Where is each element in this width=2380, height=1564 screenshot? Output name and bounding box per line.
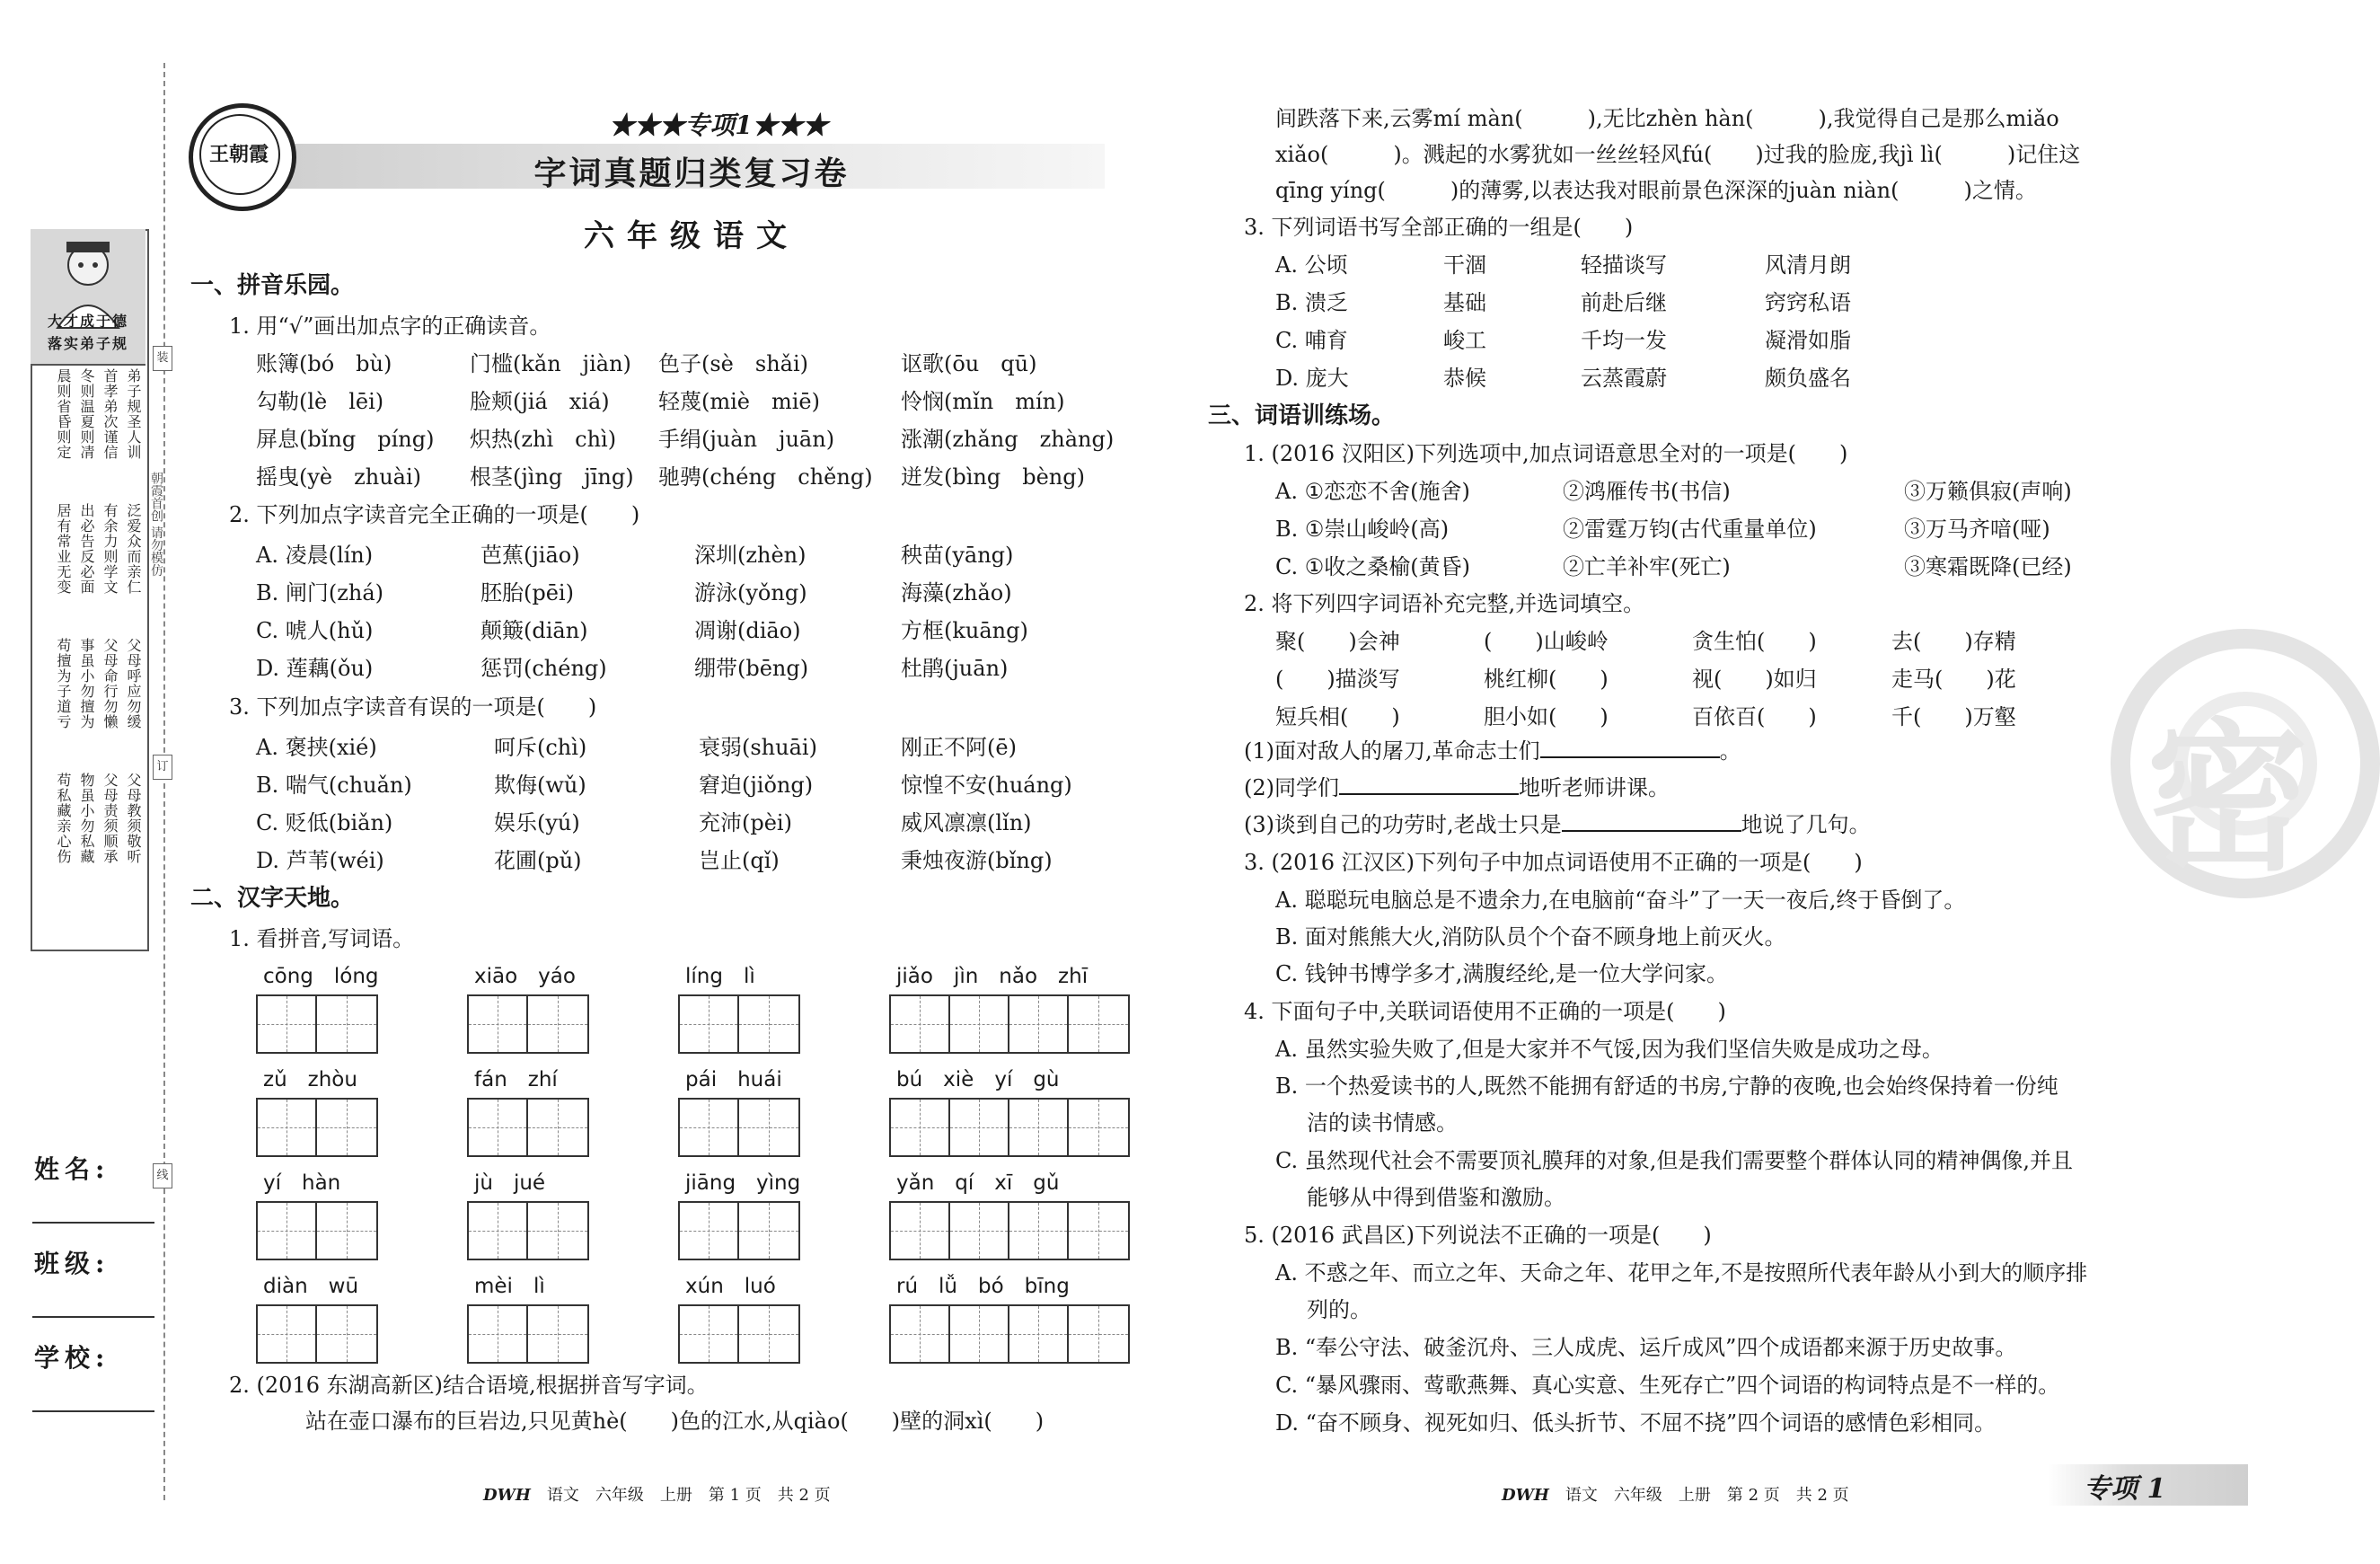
s3-q4-option: A. 虽然实验失败了,但是大家并不气馁,因为我们坚信失败是成功之母。 bbox=[1275, 1037, 1944, 1062]
reading-option: 秧苗(yāng) bbox=[901, 543, 1014, 568]
tianzige-box-group[interactable] bbox=[256, 994, 378, 1054]
fill-2 bbox=[1244, 773, 1670, 801]
s3-q3-text: 3. (2016 江汉区)下列句子中加点词语使用不正确的一项是( ) bbox=[1244, 850, 1863, 875]
idiom-blank-item: 聚( )会神 bbox=[1275, 629, 1400, 654]
fill-2-blank[interactable] bbox=[1339, 773, 1519, 795]
motto-col: 父母命行勿懒 bbox=[101, 638, 119, 729]
tianzige-cell[interactable] bbox=[317, 1203, 376, 1259]
idiom-blank-item: 短兵相( ) bbox=[1275, 704, 1400, 729]
tianzige-box-group[interactable] bbox=[678, 994, 800, 1054]
section-2-heading: 二、汉字天地。 bbox=[190, 885, 355, 912]
bind-tag: 订 bbox=[153, 755, 172, 780]
pinyin-choice-item: 勾勒(lè lēi) bbox=[256, 389, 384, 414]
s1-q1-text: 1. 用“√”画出加点字的正确读音。 bbox=[229, 314, 551, 339]
tianzige-box-group[interactable] bbox=[889, 994, 1130, 1054]
tianzige-box-group[interactable] bbox=[256, 1304, 378, 1364]
pinyin-choice-item: 怜悯(mǐn mín) bbox=[901, 389, 1065, 414]
meaning-option: ③万马齐喑(哑) bbox=[1904, 517, 2050, 542]
reading-option: 衰弱(shuāi) bbox=[699, 735, 817, 760]
school-label: 学校: bbox=[34, 1343, 110, 1373]
pinyin-prompt: xiāo yáo bbox=[474, 965, 576, 988]
pinyin-choice-item: 讴歌(ōu qū) bbox=[901, 351, 1037, 376]
reading-option: 深圳(zhèn) bbox=[694, 543, 807, 568]
idiom-blank-item: 走马( )花 bbox=[1891, 667, 2016, 692]
reading-option: 绷带(bēng) bbox=[694, 656, 809, 681]
tianzige-cell[interactable] bbox=[950, 1306, 1009, 1362]
footer-right-brand: DWH bbox=[1502, 1486, 1549, 1505]
reading-option: A. 凌晨(lín) bbox=[256, 543, 374, 568]
pinyin-choice-item: 炽热(zhì chì) bbox=[470, 427, 617, 452]
idiom-blank-item: ( )描淡写 bbox=[1275, 667, 1400, 692]
tianzige-cell[interactable] bbox=[680, 1203, 739, 1259]
fill-2-prefix: (2)同学们 bbox=[1244, 775, 1339, 800]
s1-q2-text: 2. 下列加点字读音完全正确的一项是( ) bbox=[229, 502, 640, 527]
s3-q5-option: A. 不惑之年、而立之年、天命之年、花甲之年,不是按照所代表年龄从小到大的顺序排 bbox=[1275, 1260, 2088, 1286]
meaning-option: ③万籁俱寂(声响) bbox=[1904, 479, 2072, 504]
tianzige-cell[interactable] bbox=[258, 1306, 317, 1362]
tianzige-cell[interactable] bbox=[528, 1306, 587, 1362]
pinyin-choice-item: 脸颊(jiá xiá) bbox=[470, 389, 610, 414]
reading-option: 杜鹃(juān) bbox=[901, 656, 1009, 681]
s3-q4-option: C. 虽然现代社会不需要顶礼膜拜的对象,但是我们需要整个群体认同的精神偶像,并且 bbox=[1275, 1148, 2074, 1173]
pinyin-choice-item: 账簿(bó bù) bbox=[256, 351, 392, 376]
fill-2-suffix: 地听老师讲课。 bbox=[1519, 775, 1670, 800]
reading-option: 呵斥(chì) bbox=[494, 735, 587, 760]
idiom-blank-item: 千( )万壑 bbox=[1891, 704, 2016, 729]
spelling-option: 轻描谈写 bbox=[1581, 252, 1667, 278]
tianzige-cell[interactable] bbox=[680, 1306, 739, 1362]
fill-3 bbox=[1244, 810, 1871, 838]
pinyin-prompt: bú xiè yí gù bbox=[896, 1068, 1060, 1091]
footer-right-text: 语文 六年级 上册 第 2 页 共 2 页 bbox=[1565, 1486, 1849, 1505]
footer-left bbox=[483, 1482, 831, 1506]
tianzige-box-group[interactable] bbox=[889, 1201, 1130, 1260]
spelling-option: 干涸 bbox=[1443, 252, 1486, 278]
idiom-blank-item: 去( )存精 bbox=[1891, 629, 2016, 654]
reading-option: 充沛(pèi) bbox=[699, 810, 792, 835]
motto-col: 事虽小勿擅为 bbox=[78, 638, 95, 729]
tianzige-cell[interactable] bbox=[1069, 1306, 1128, 1362]
tianzige-box-group[interactable] bbox=[678, 1098, 800, 1157]
tianzige-cell[interactable] bbox=[950, 1100, 1009, 1155]
tianzige-cell[interactable] bbox=[258, 1100, 317, 1155]
tianzige-box-group[interactable] bbox=[889, 1098, 1130, 1157]
tianzige-cell[interactable] bbox=[258, 996, 317, 1052]
s2-q2-line2: 间跌落下来,云雾mí màn( ),无比zhèn hàn( ),我觉得自己是那么miǎo bbox=[1275, 106, 2059, 131]
tianzige-cell[interactable] bbox=[680, 1100, 739, 1155]
tianzige-cell[interactable] bbox=[891, 1306, 950, 1362]
tianzige-box-group[interactable] bbox=[256, 1201, 378, 1260]
tianzige-cell[interactable] bbox=[528, 1203, 587, 1259]
pinyin-choice-item: 迸发(bìng bèng) bbox=[901, 464, 1085, 490]
name-label: 姓名: bbox=[34, 1154, 110, 1184]
reading-option: 娱乐(yú) bbox=[494, 810, 580, 835]
tianzige-box-group[interactable] bbox=[467, 1304, 589, 1364]
s2-q1-text: 1. 看拼音,写词语。 bbox=[229, 926, 415, 951]
class-label: 班级: bbox=[34, 1249, 110, 1278]
tianzige-cell[interactable] bbox=[469, 996, 528, 1052]
tianzige-box-group[interactable] bbox=[467, 994, 589, 1054]
meaning-option: ②亡羊补牢(死亡) bbox=[1563, 554, 1731, 579]
reading-option: 芭蕉(jiāo) bbox=[480, 543, 580, 568]
reading-option: 颠簸(diān) bbox=[480, 618, 588, 643]
class-field[interactable] bbox=[32, 1316, 154, 1318]
pinyin-choice-item: 根茎(jìng jīng) bbox=[470, 464, 634, 490]
pinyin-prompt: jiāng yìng bbox=[685, 1171, 801, 1195]
s3-q5-option: D. “奋不顾身、视死如归、低头折节、不屈不挠”四个词语的感情色彩相同。 bbox=[1275, 1410, 1997, 1436]
motto-col: 冬则温夏则凊 bbox=[78, 368, 95, 460]
s3-q4-option-cont: 洁的读书情感。 bbox=[1307, 1110, 1458, 1135]
fill-1-blank[interactable] bbox=[1540, 737, 1720, 758]
tianzige-cell[interactable] bbox=[1009, 1203, 1069, 1259]
fill-3-suffix: 地说了几句。 bbox=[1741, 812, 1871, 837]
s3-q5-text: 5. (2016 武昌区)下列说法不正确的一项是( ) bbox=[1244, 1223, 1712, 1248]
tianzige-cell[interactable] bbox=[739, 1203, 798, 1259]
reading-option: D. 莲藕(ǒu) bbox=[256, 656, 374, 681]
pinyin-prompt: mèi lì bbox=[474, 1275, 545, 1298]
motto-col: 父母教须敬听 bbox=[125, 773, 142, 864]
pinyin-choice-item: 轻蔑(miè miē) bbox=[658, 389, 820, 414]
pinyin-choice-item: 色子(sè shǎi) bbox=[658, 351, 809, 376]
pinyin-prompt: yǎn qí xī gǔ bbox=[896, 1171, 1060, 1195]
s3-q2-text: 2. 将下列四字词语补充完整,并选词填空。 bbox=[1244, 591, 1645, 616]
reading-option: 窘迫(jiǒng) bbox=[699, 773, 814, 798]
meaning-option: ②鸿雁传书(书信) bbox=[1563, 479, 1731, 504]
tianzige-cell[interactable] bbox=[1069, 996, 1128, 1052]
fill-1-prefix: (1)面对敌人的屠刀,革命志士们 bbox=[1244, 738, 1540, 764]
spelling-option: 千均一发 bbox=[1581, 328, 1667, 353]
motto-col: 首孝弟次谨信 bbox=[101, 368, 119, 460]
tianzige-cell[interactable] bbox=[739, 996, 798, 1052]
s3-q1-text: 1. (2016 汉阳区)下列选项中,加点词语意思全对的一项是( ) bbox=[1244, 441, 1848, 466]
s3-q3-option: A. 聪聪玩电脑总是不遗余力,在电脑前“奋斗”了一天一夜后,终于昏倒了。 bbox=[1275, 888, 1966, 913]
s2-q2-line1: 站在壶口瀑布的巨岩边,只见黄hè( )色的江水,从qiào( )壁的洞xì( ) bbox=[305, 1409, 1045, 1434]
motto-head-1: 大才成于德 bbox=[47, 313, 128, 330]
footer-left-text: 语文 六年级 上册 第 1 页 共 2 页 bbox=[546, 1486, 831, 1505]
spelling-option: A. 公顷 bbox=[1275, 252, 1348, 278]
spelling-option: 恭候 bbox=[1443, 366, 1486, 391]
tianzige-box-group[interactable] bbox=[467, 1098, 589, 1157]
tianzige-cell[interactable] bbox=[1069, 1203, 1128, 1259]
pinyin-prompt: diàn wū bbox=[263, 1275, 359, 1298]
tianzige-cell[interactable] bbox=[258, 1203, 317, 1259]
tianzige-cell[interactable] bbox=[680, 996, 739, 1052]
reading-option: 凋谢(diāo) bbox=[694, 618, 801, 643]
spelling-option: B. 溃乏 bbox=[1275, 290, 1348, 315]
section-3-heading: 三、词语训练场。 bbox=[1208, 402, 1396, 429]
pinyin-choice-item: 门槛(kǎn jiàn) bbox=[470, 351, 631, 376]
footer-left-brand: DWH bbox=[483, 1486, 531, 1505]
fill-3-prefix: (3)谈到自己的功劳时,老战士只是 bbox=[1244, 812, 1562, 837]
reading-option: A. 褒挟(xié) bbox=[256, 735, 377, 760]
bind-tag: 装 bbox=[153, 346, 172, 371]
special-label: ★★★专项1★★★ bbox=[609, 110, 828, 140]
pinyin-prompt: jiǎo jìn nǎo zhī bbox=[896, 965, 1089, 988]
pinyin-choice-item: 驰骋(chéng chěng) bbox=[658, 464, 873, 490]
pinyin-prompt: fán zhí bbox=[474, 1068, 558, 1091]
spelling-option: 云蒸霞蔚 bbox=[1581, 366, 1667, 391]
meaning-option: C. ①收之桑榆(黄昏) bbox=[1275, 554, 1471, 579]
tianzige-cell[interactable] bbox=[950, 996, 1009, 1052]
motto-col: 父母呼应勿缓 bbox=[125, 638, 142, 729]
motto-head-2: 落实弟子规 bbox=[47, 335, 128, 352]
idiom-blank-item: 桃红柳( ) bbox=[1484, 667, 1609, 692]
s3-q3-option: B. 面对熊熊大火,消防队员个个奋不顾身地上前灭火。 bbox=[1275, 924, 1786, 950]
idiom-blank-item: 百依百( ) bbox=[1692, 704, 1817, 729]
meaning-option: B. ①崇山峻岭(高) bbox=[1275, 517, 1450, 542]
reading-option: 惊惶不安(huáng) bbox=[901, 773, 1072, 798]
motto-col: 有余力则学文 bbox=[101, 503, 119, 595]
tianzige-box-group[interactable] bbox=[889, 1304, 1130, 1364]
s2-q2-text: 2. (2016 东湖高新区)结合语境,根据拼音写字词。 bbox=[229, 1373, 709, 1398]
s3-q4-text: 4. 下面句子中,关联词语使用不正确的一项是( ) bbox=[1244, 999, 1726, 1024]
tianzige-box-group[interactable] bbox=[256, 1098, 378, 1157]
idiom-blank-item: ( )山峻岭 bbox=[1484, 629, 1609, 654]
footer-right bbox=[1502, 1482, 1849, 1506]
reading-option: C. 贬低(biǎn) bbox=[256, 810, 393, 835]
tianzige-cell[interactable] bbox=[1009, 1306, 1069, 1362]
s2-q3-text: 3. 下列词语书写全部正确的一组是( ) bbox=[1244, 215, 1634, 240]
pinyin-choice-item: 手绢(juàn juān) bbox=[658, 427, 835, 452]
tianzige-cell[interactable] bbox=[469, 1306, 528, 1362]
s3-q5-option: B. “奉公守法、破釜沉舟、三人成虎、运斤成风”四个成语都来源于历史故事。 bbox=[1275, 1335, 2017, 1360]
pinyin-prompt: jù jué bbox=[474, 1171, 546, 1195]
binding-line bbox=[163, 63, 165, 1500]
tianzige-cell[interactable] bbox=[891, 996, 950, 1052]
pinyin-choice-item: 屏息(bǐng píng) bbox=[256, 427, 435, 452]
tianzige-box-group[interactable] bbox=[467, 1201, 589, 1260]
grade-title: 六年级语文 bbox=[584, 218, 799, 254]
motto-col: 苟擅为子道亏 bbox=[55, 638, 72, 729]
motto-col: 父母责须顺承 bbox=[101, 773, 119, 864]
spelling-option: C. 哺育 bbox=[1275, 328, 1348, 353]
s3-q5-option-cont: 列的。 bbox=[1307, 1297, 1371, 1322]
reading-option: 刚正不阿(ē) bbox=[901, 735, 1017, 760]
tianzige-cell[interactable] bbox=[469, 1203, 528, 1259]
binding-strip bbox=[0, 0, 171, 1564]
tianzige-cell[interactable] bbox=[950, 1203, 1009, 1259]
meaning-option: A. ①恋恋不舍(施舍) bbox=[1275, 479, 1470, 504]
reading-option: 威风凛凛(lǐn) bbox=[901, 810, 1032, 835]
spelling-option: 凝滑如脂 bbox=[1765, 328, 1851, 353]
tianzige-box-group[interactable] bbox=[678, 1201, 800, 1260]
page-title: 字词真题归类复习卷 bbox=[533, 155, 850, 192]
motto-col: 泛爱众而亲仁 bbox=[125, 503, 142, 595]
s2-q2-line3: xiǎo( )。溅起的水雾犹如一丝丝轻风fú( )过我的脸庞,我jì lì( )记住这 bbox=[1275, 142, 2081, 167]
tianzige-cell[interactable] bbox=[739, 1306, 798, 1362]
tianzige-cell[interactable] bbox=[891, 1100, 950, 1155]
meaning-option: ③寒霜既降(已经) bbox=[1904, 554, 2072, 579]
tianzige-cell[interactable] bbox=[317, 1100, 376, 1155]
motto-col: 出必告反必面 bbox=[78, 503, 95, 595]
tianzige-cell[interactable] bbox=[891, 1203, 950, 1259]
idiom-blank-item: 视( )如归 bbox=[1692, 667, 1817, 692]
name-field[interactable] bbox=[32, 1222, 154, 1224]
pinyin-prompt: cōng lóng bbox=[263, 965, 379, 988]
reading-option: B. 喘气(chuǎn) bbox=[256, 773, 412, 798]
spelling-option: 窍窍私语 bbox=[1765, 290, 1851, 315]
spelling-option: 基础 bbox=[1443, 290, 1486, 315]
reading-option: 秉烛夜游(bǐng) bbox=[901, 848, 1053, 873]
meaning-option: ②雷霆万钧(古代重量单位) bbox=[1563, 517, 1817, 542]
tianzige-cell[interactable] bbox=[1069, 1100, 1128, 1155]
section-badge-text: 专项 1 bbox=[2084, 1473, 2166, 1505]
tianzige-cell[interactable] bbox=[1009, 996, 1069, 1052]
copyright-note: 朝霞首创 请勿模仿 bbox=[149, 472, 163, 577]
motto-col: 物虽小勿私藏 bbox=[78, 773, 95, 864]
idiom-blank-item: 胆小如( ) bbox=[1484, 704, 1609, 729]
fill-3-blank[interactable] bbox=[1562, 810, 1741, 832]
fill-1 bbox=[1244, 737, 1741, 764]
secret-watermark: 密 bbox=[2146, 705, 2309, 893]
tianzige-cell[interactable] bbox=[1009, 1100, 1069, 1155]
spelling-option: D. 庞大 bbox=[1275, 366, 1349, 391]
spelling-option: 颇负盛名 bbox=[1765, 366, 1851, 391]
reading-option: 方框(kuāng) bbox=[901, 618, 1028, 643]
bind-tag: 线 bbox=[153, 1163, 172, 1188]
s3-q5-option: C. “暴风骤雨、莺歌燕舞、真心实意、生死存亡”四个词语的构词特点是不一样的。 bbox=[1275, 1373, 2060, 1398]
idiom-blank-item: 贪生怕( ) bbox=[1692, 629, 1817, 654]
tianzige-cell[interactable] bbox=[528, 996, 587, 1052]
tianzige-cell[interactable] bbox=[317, 996, 376, 1052]
spelling-option: 风清月朗 bbox=[1765, 252, 1851, 278]
tianzige-box-group[interactable] bbox=[678, 1304, 800, 1364]
pinyin-prompt: zǔ zhòu bbox=[263, 1068, 357, 1091]
pinyin-prompt: rú lǚ bó bīng bbox=[896, 1275, 1070, 1298]
reading-option: C. 唬人(hǔ) bbox=[256, 618, 374, 643]
pinyin-prompt: xún luó bbox=[685, 1275, 776, 1298]
s1-q3-text: 3. 下列加点字读音有误的一项是( ) bbox=[229, 694, 597, 720]
s3-q4-option-cont: 能够从中得到借鉴和激励。 bbox=[1307, 1185, 1565, 1210]
school-field[interactable] bbox=[32, 1410, 154, 1412]
s3-q4-option: B. 一个热爱读书的人,既然不能拥有舒适的书房,宁静的夜晚,也会始终保持着一份纯 bbox=[1275, 1074, 2058, 1099]
pinyin-choice-item: 涨潮(zhǎng zhàng) bbox=[901, 427, 1115, 452]
fill-1-suffix: 。 bbox=[1719, 738, 1741, 764]
brand-logo-text: 王朝霞 bbox=[208, 144, 269, 166]
motto-col: 居有常业无变 bbox=[55, 503, 72, 595]
tianzige-cell[interactable] bbox=[469, 1100, 528, 1155]
reading-option: 胚胎(pēi) bbox=[480, 580, 574, 605]
s3-q3-option: C. 钱钟书博学多才,满腹经纶,是一位大学问家。 bbox=[1275, 961, 1729, 986]
reading-option: 花圃(pǔ) bbox=[494, 848, 582, 873]
reading-option: 岂止(qǐ) bbox=[699, 848, 780, 873]
reading-option: 欺侮(wǔ) bbox=[494, 773, 586, 798]
pinyin-choice-item: 摇曳(yè zhuài) bbox=[256, 464, 422, 490]
tianzige-cell[interactable] bbox=[317, 1306, 376, 1362]
reading-option: D. 芦苇(wéi) bbox=[256, 848, 384, 873]
tianzige-cell[interactable] bbox=[739, 1100, 798, 1155]
pinyin-prompt: pái huái bbox=[685, 1068, 782, 1091]
reading-option: 游泳(yǒng) bbox=[694, 580, 807, 605]
spelling-option: 前赴后继 bbox=[1581, 290, 1667, 315]
motto-col: 晨则省昏则定 bbox=[55, 368, 72, 460]
reading-option: B. 闸门(zhá) bbox=[256, 580, 384, 605]
motto-col: 苟私藏亲心伤 bbox=[55, 773, 72, 864]
pinyin-prompt: líng lì bbox=[685, 965, 755, 988]
section-1-heading: 一、拼音乐园。 bbox=[190, 272, 355, 299]
spelling-option: 峻工 bbox=[1443, 328, 1486, 353]
reading-option: 海藻(zhǎo) bbox=[901, 580, 1012, 605]
reading-option: 惩罚(chéng) bbox=[480, 656, 607, 681]
pinyin-prompt: yí hàn bbox=[263, 1171, 341, 1195]
motto-col: 弟子规圣人训 bbox=[125, 368, 142, 460]
tianzige-cell[interactable] bbox=[528, 1100, 587, 1155]
s2-q2-line4: qīng yíng( )的薄雾,以表达我对眼前景色深深的juàn niàn( )之情。 bbox=[1275, 178, 2037, 203]
